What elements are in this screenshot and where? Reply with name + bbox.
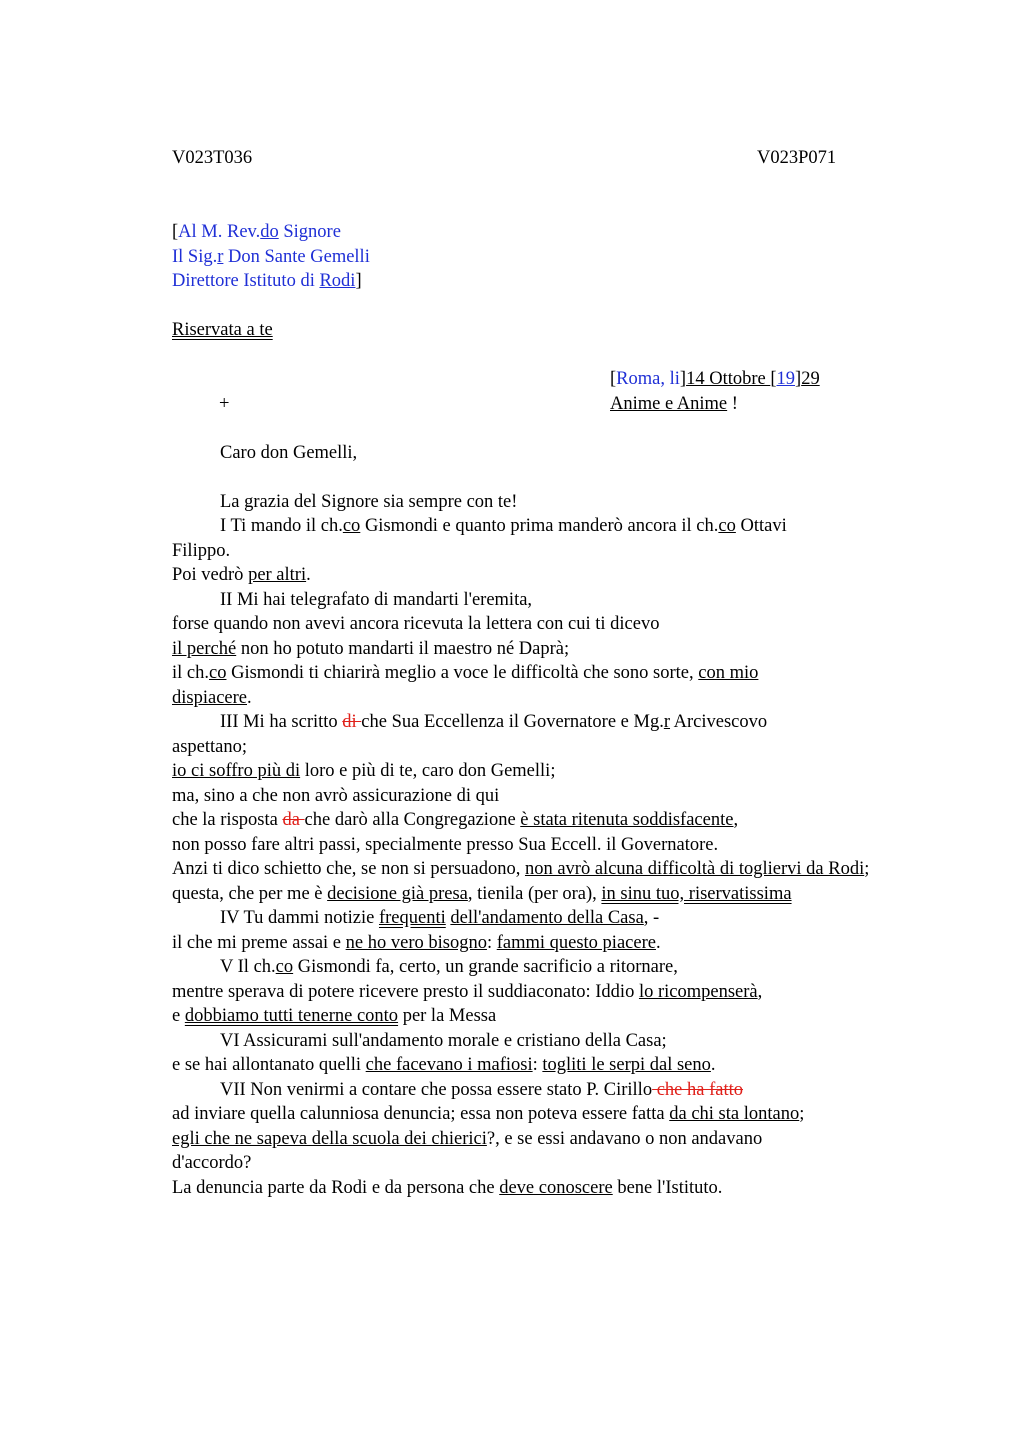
- body-line: III Mi ha scritto di che Sua Eccellenza il Governatore e Mg.r Arcivescovo: [220, 712, 768, 732]
- body-line: Filippo.: [172, 541, 231, 561]
- document-code-right: V023P071: [757, 148, 837, 168]
- body-line: d'accordo?: [172, 1153, 252, 1173]
- body-line: I Ti mando il ch.co Gismondi e quanto prima manderò ancora il ch.co Ottavi: [220, 516, 787, 536]
- body-line: Anzi ti dico schietto che, se non si persuadono, non avrò alcuna difficoltà di togliervi da Rodi;: [172, 859, 870, 879]
- body-line: mentre sperava di potere ricevere presto il suddiaconato: Iddio lo ricompenserà,: [172, 982, 763, 1002]
- body-line: Poi vedrò per altri.: [172, 565, 311, 585]
- body-line: questa, che per me è decisione già presa, tienila (per ora), in sinu tuo, riservatissima: [172, 884, 792, 904]
- body-line: VI Assicurami sull'andamento morale e cristiano della Casa;: [220, 1031, 667, 1051]
- body-line: il perché non ho potuto mandarti il maestro né Daprà;: [172, 639, 570, 659]
- body-line: il che mi preme assai e ne ho vero bisogno: fammi questo piacere.: [172, 933, 661, 953]
- body-line: ad inviare quella calunniosa denuncia; essa non poteva essere fatta da chi sta lontano;: [172, 1104, 805, 1124]
- body-line: ma, sino a che non avrò assicurazione di qui: [172, 786, 500, 806]
- body-line: e dobbiamo tutti tenerne conto per la Messa: [172, 1006, 497, 1026]
- body-line: IV Tu dammi notizie frequenti dell'andamento della Casa, -: [220, 908, 660, 928]
- body-line: egli che ne sapeva della scuola dei chierici?, e se essi andavano o non andavano: [172, 1129, 763, 1149]
- body-line: V Il ch.co Gismondi fa, certo, un grande sacrificio a ritornare,: [220, 957, 678, 977]
- salutation: Caro don Gemelli,: [220, 443, 358, 463]
- body-line: e se hai allontanato quelli che facevano i mafiosi: togliti le serpi dal seno.: [172, 1055, 716, 1075]
- address-line-3: Direttore Istituto di Rodi]: [172, 271, 362, 291]
- riservata-note: Riservata a te: [172, 320, 273, 340]
- document-code-left: V023T036: [172, 148, 253, 168]
- body-line: che la risposta da che darò alla Congregazione è stata ritenuta soddisfacente,: [172, 810, 739, 830]
- body-line: II Mi hai telegrafato di mandarti l'eremita,: [220, 590, 533, 610]
- cross-sign: +: [219, 394, 230, 414]
- dateline: [Roma, li]14 Ottobre [19]29: [610, 369, 820, 389]
- body-line: forse quando non avevi ancora ricevuta la lettera con cui ti dicevo: [172, 614, 660, 634]
- body-line: non posso fare altri passi, specialmente presso Sua Eccell. il Governatore.: [172, 835, 719, 855]
- address-line-2: Il Sig.r Don Sante Gemelli: [172, 247, 370, 267]
- body-line: aspettano;: [172, 737, 248, 757]
- body-line: La grazia del Signore sia sempre con te!: [220, 492, 518, 512]
- address-line-1: [Al M. Rev.do Signore: [172, 222, 341, 242]
- body-line: La denuncia parte da Rodi e da persona che deve conoscere bene l'Istituto.: [172, 1178, 723, 1198]
- body-line: io ci soffro più di loro e più di te, caro don Gemelli;: [172, 761, 556, 781]
- body-line: il ch.co Gismondi ti chiarirà meglio a voce le difficoltà che sono sorte, con mio: [172, 663, 759, 683]
- body-line: dispiacere.: [172, 688, 252, 708]
- motto: Anime e Anime !: [610, 394, 738, 414]
- body-line: VII Non venirmi a contare che possa essere stato P. Cirillo che ha fatto: [220, 1080, 743, 1100]
